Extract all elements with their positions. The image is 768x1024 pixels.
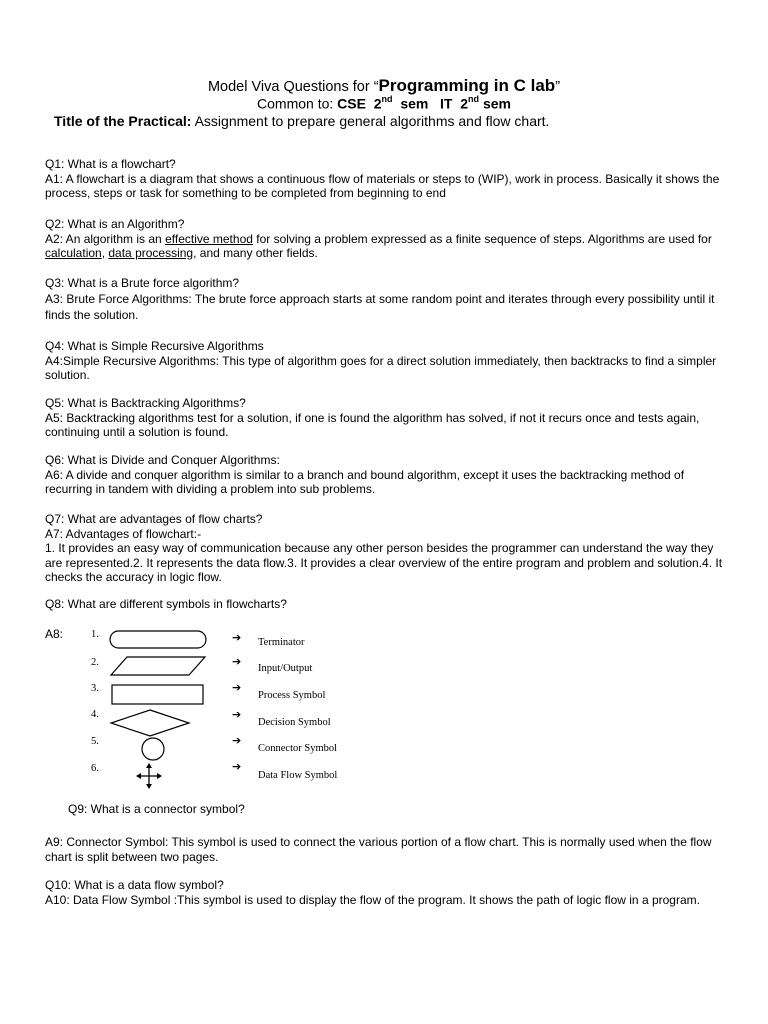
title-suffix: ”: [555, 79, 561, 95]
answer-3: A3: Brute Force Algorithms: The brute force approach starts at some random point and iterates through every possibility until it finds the solution.: [45, 291, 715, 322]
answer-7-body: 1. It provides an easy way of communication because any other person besides the programmer can understand the way they are represented.2. It represents the data flow.3. It provides a clear overview of the entire program and problem and solution.4. It checks the accuracy in logic flow.: [45, 541, 723, 584]
symbol-label-process: Process Symbol: [258, 690, 326, 701]
qa-block-7: [45, 512, 725, 585]
link-effective-method[interactable]: effective method: [165, 231, 253, 246]
arrow-icon: ➔: [232, 631, 242, 644]
cse-number: 2: [373, 95, 382, 112]
symbol-label-connector: Connector Symbol: [258, 743, 338, 754]
link-data-processing[interactable]: data processing: [108, 246, 194, 260]
answer-8-label: A8:: [45, 627, 64, 641]
question-7: Q7: What are advantages of flow charts?: [45, 512, 263, 526]
title-prefix: Model Viva Questions for “: [207, 79, 379, 95]
answer-2-part: ,: [101, 246, 109, 260]
it-sem: sem: [482, 95, 511, 112]
qa-block-4: [45, 339, 725, 383]
symbol-label-data-flow: Data Flow Symbol: [258, 770, 338, 781]
qa-block-5: [45, 396, 725, 440]
cse-sem: sem: [400, 95, 429, 112]
question-4: Q4: What is Simple Recursive Algorithms: [45, 339, 264, 353]
it-ordinal: nd: [468, 94, 480, 104]
document-title: [0, 76, 768, 96]
symbol-number-3: 3.: [91, 683, 99, 694]
answer-10: A10: Data Flow Symbol :This symbol is used to display the flow of the program. It shows the path of logic flow in a program.: [45, 892, 700, 907]
it-label: IT: [440, 95, 453, 112]
practical-value: Assignment to prepare general algorithms and flow chart.: [194, 113, 550, 129]
answer-2-part: , and many other fields.: [193, 246, 318, 260]
symbol-number-5: 5.: [91, 736, 99, 747]
link-calculation[interactable]: calculation: [45, 246, 102, 260]
question-1: Q1: What is a flowchart?: [45, 157, 176, 171]
answer-2: [45, 232, 725, 261]
flowchart-symbols-figure: [85, 624, 495, 796]
answer-7-title: A7: Advantages of flowchart:-: [45, 526, 202, 541]
question-3: Q3: What is a Brute force algorithm?: [45, 276, 240, 290]
qa-block-8: [45, 597, 725, 612]
arrow-icon: ➔: [232, 708, 242, 721]
common-to-label: Common to:: [257, 95, 334, 112]
symbol-number-2: 2.: [91, 657, 99, 668]
symbol-label-input-output: Input/Output: [258, 663, 313, 674]
answer-5: A5: Backtracking algorithms test for a solution, if one is found the algorithm has solved, if not it recurs once and tests again, continuing until a solution is found.: [45, 410, 700, 439]
title-bold: Programming in C lab: [378, 76, 556, 95]
qa-block-1: [45, 157, 725, 201]
qa-block-6: [45, 453, 725, 497]
answer-1: A1: A flowchart is a diagram that shows a continuous flow of materials or steps to (WIP), work in process. Basically it shows the process, steps or task for something to be completed from beginning to end: [45, 171, 720, 200]
question-9: Q9: What is a connector symbol?: [68, 802, 245, 816]
answer-6: A6: A divide and conquer algorithm is similar to a branch and bound algorithm, except it uses the backtracking method of recurring in tandem with dividing a problem into sub problems.: [45, 467, 685, 496]
symbol-number-1: 1.: [91, 629, 99, 640]
question-8: Q8: What are different symbols in flowcharts?: [45, 597, 287, 611]
symbol-number-6: 6.: [91, 763, 99, 774]
answer-9: A9: Connector Symbol: This symbol is used to connect the various portion of a flow chart. This is normally used when the flow chart is split between two pages.: [45, 835, 712, 864]
cse-label: CSE: [337, 95, 366, 112]
qa-block-10: [45, 878, 725, 907]
arrow-icon: ➔: [232, 760, 242, 773]
answer-4: A4:Simple Recursive Algorithms: This type of algorithm goes for a direct solution immediately, then backtracks to find a simpler solution.: [45, 353, 717, 382]
practical-title: [54, 113, 549, 129]
question-5: Q5: What is Backtracking Algorithms?: [45, 396, 246, 410]
symbol-label-terminator: Terminator: [258, 637, 305, 648]
qa-block-2: [45, 217, 725, 261]
answer-2-part: A2: An algorithm is an: [45, 231, 166, 246]
answer-2-part: for solving a problem expressed as a finite sequence of steps. Algorithms are used for: [252, 231, 712, 246]
arrow-icon: ➔: [232, 681, 242, 694]
arrow-icon: ➔: [232, 734, 242, 747]
common-to-line: [0, 95, 768, 112]
cse-ordinal: nd: [381, 94, 393, 104]
symbols-svg: [85, 624, 495, 796]
symbol-number-4: 4.: [91, 709, 99, 720]
it-number: 2: [460, 95, 469, 112]
arrow-icon: ➔: [232, 655, 242, 668]
qa-block-3: [45, 276, 725, 323]
practical-label: Title of the Practical:: [54, 113, 192, 129]
symbol-label-decision: Decision Symbol: [258, 717, 331, 728]
question-10: Q10: What is a data flow symbol?: [45, 878, 224, 892]
question-6: Q6: What is Divide and Conquer Algorithms:: [45, 453, 280, 467]
question-2: Q2: What is an Algorithm?: [45, 217, 185, 231]
